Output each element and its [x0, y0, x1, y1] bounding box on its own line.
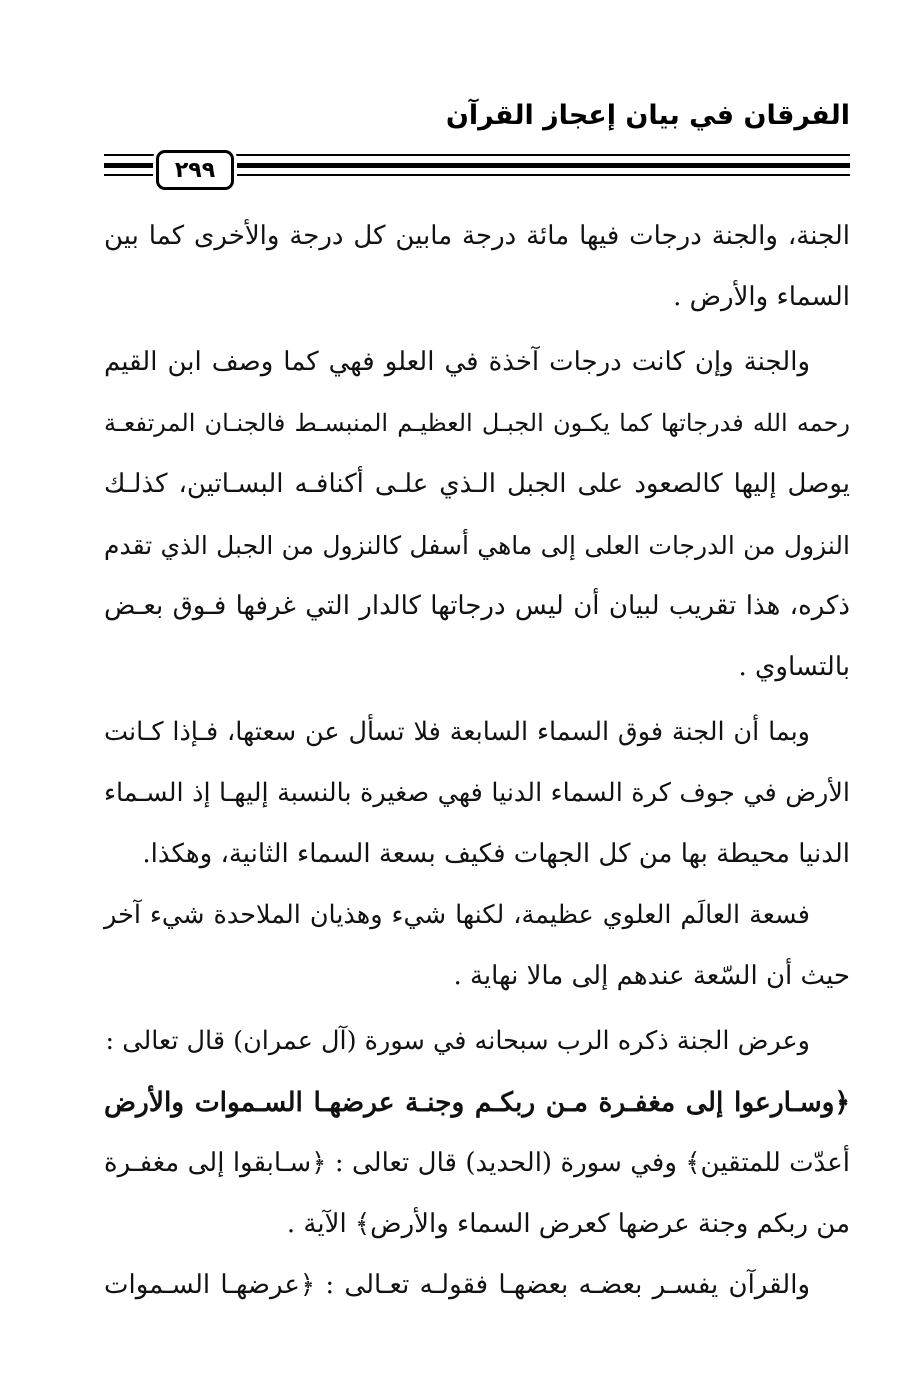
text-line-13: حيث أن السّعة عندهم إلى مالا نهاية . [453, 961, 850, 991]
text-line-12: فسعة العالَم العلوي عظيمة، لكنها شيء وهذيان الملاحدة شيء آخر [104, 900, 810, 930]
quran-verse-line-1: ﴿وسـارعوا إلى مغفـرة مـن ربكـم وجنـة عرضهـا السـموات والأرض [104, 1087, 850, 1118]
text-line-9: وبما أن الجنة فوق السماء السابعة فلا تسأل عن سعتها، فـإذا كـانت [104, 717, 810, 747]
body-text [104, 206, 850, 1316]
text-line-7: ذكره، هذا تقريب لبيان أن ليس درجاتها كالدار التي غرفها فـوق بعـض [104, 591, 850, 621]
text-line-3: والجنة وإن كانت درجات آخذة في العلو فهي كما وصف ابن القيم [104, 347, 810, 377]
text-line-18: والقرآن يفسـر بعضـه بعضهـا فقولـه تعـالى : ﴿عرضهـا السـموات [104, 1270, 810, 1300]
quran-verse-line-2: أعدّت للمتقين﴾ وفي سورة (الحديد) قال تعالى : ﴿سـابقوا إلى مغفـرة [104, 1148, 850, 1178]
quran-verse-line-3: من ربكم وجنة عرضها كعرض السماء والأرض﴾ الآية . [286, 1209, 850, 1239]
text-line-5: يوصل إليها كالصعود على الجبل الـذي علـى أكنافـه البسـاتين، كذلـك [104, 469, 850, 499]
text-line-2: السماء والأرض . [673, 282, 850, 312]
text-line-10: الأرض في جوف كرة السماء الدنيا فهي صغيرة بالنسبة إليهـا إذ السـماء [104, 778, 850, 808]
text-line-14: وعرض الجنة ذكره الرب سبحانه في سورة (آل عمران) قال تعالى : [105, 1026, 810, 1056]
running-title: الفرقان في بيان إعجاز القرآن [445, 100, 850, 131]
text-line-8: بالتساوي . [738, 652, 850, 682]
text-line-1: الجنة، والجنة درجات فيها مائة درجة مابين كل درجة والأخرى كما بين [104, 221, 850, 251]
header-rule [104, 150, 850, 190]
text-line-11: الدنيا محيطة بها من كل الجهات فكيف بسعة السماء الثانية، وهكذا. [142, 839, 850, 869]
text-line-4: رحمه الله فدرجاتها كما يكـون الجبـل العظيـم المنبسـط فالجنـان المرتفعـة [104, 409, 850, 437]
text-line-6: النزول من الدرجات العلى إلى ماهي أسفل كالنزول من الجبل الذي تقدم [104, 531, 850, 560]
page-number-badge: ٢٩٩ [156, 150, 234, 190]
